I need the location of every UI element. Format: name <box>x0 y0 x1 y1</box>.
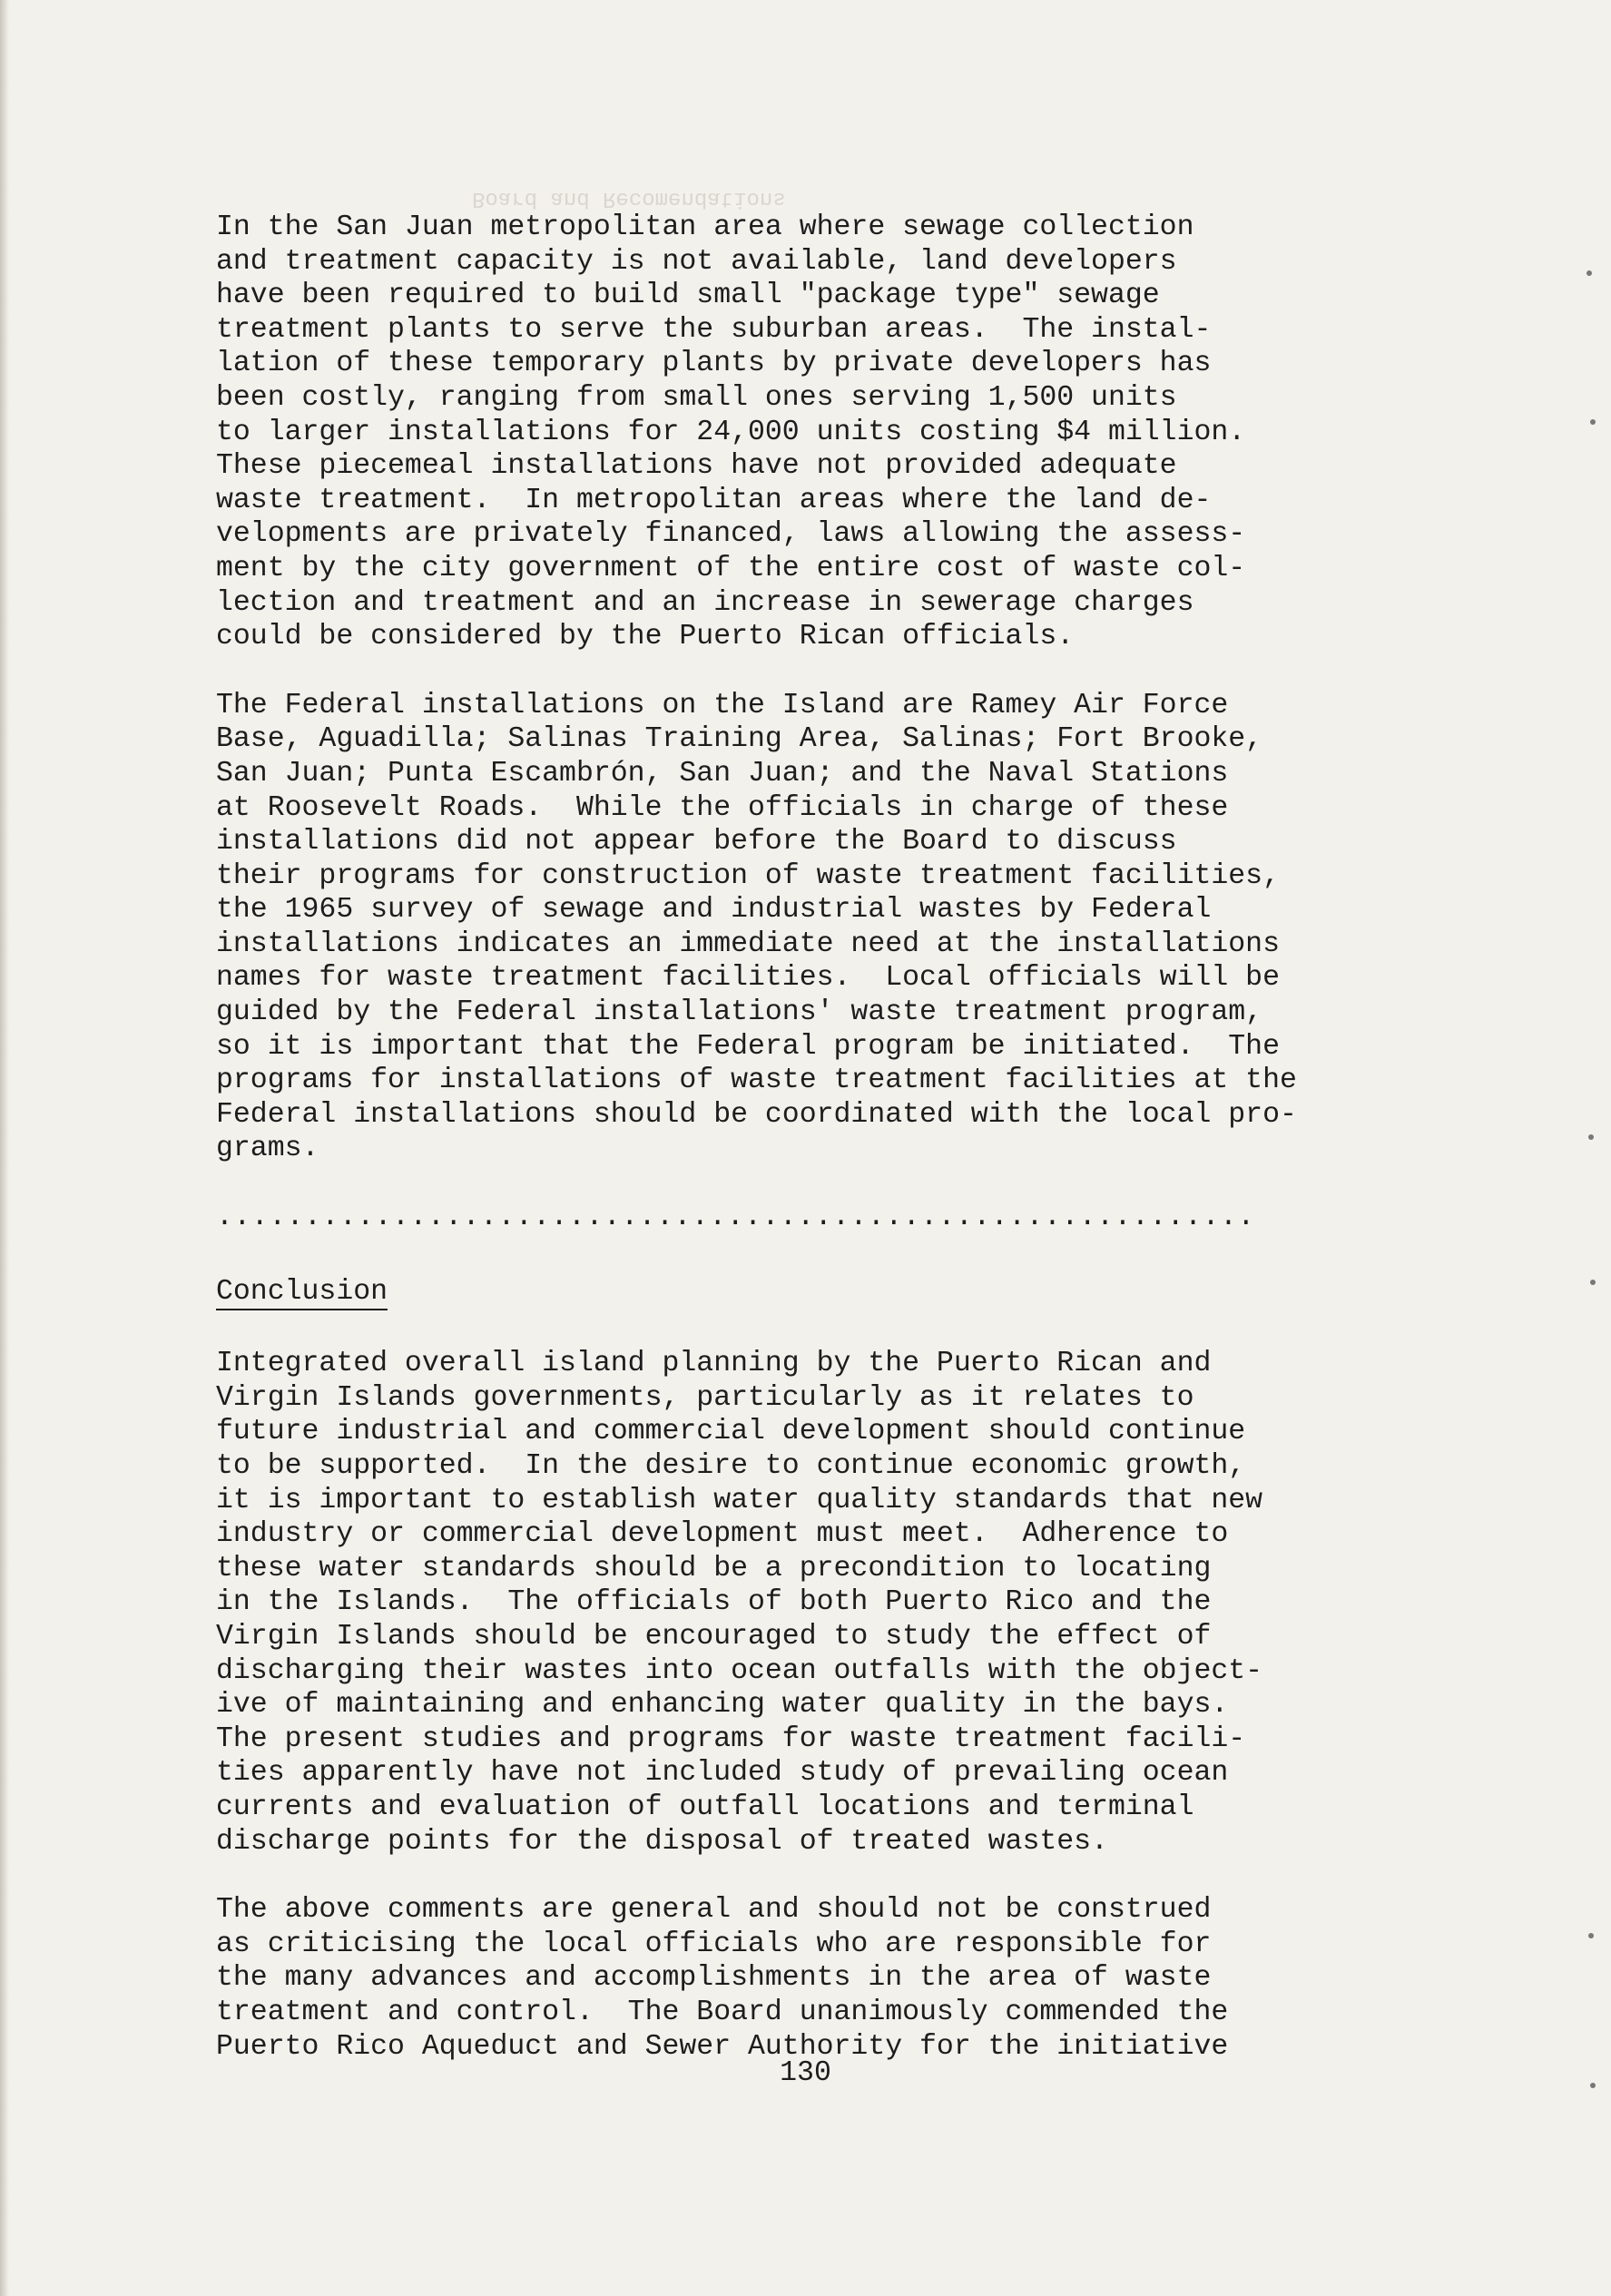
paragraph-conclusion: Integrated overall island planning by the Puerto Rican and Virgin Islands governments, particularly as it relates to future industrial and commercial development should continue to be supported. In the desire to continue economic growth, it is important to establish water quality standards that new industry or commercial development must meet. Adherence to these water standards should be a precondition to locating in the Islands. The officials of both Puerto Rico and the Virgin Islands should be encouraged to study the effect of discharging their wastes into ocean outfalls with the object- ive of maintaining and enhancing water quality in the bays. The present studies and programs for waste treatment facili- ties apparently have not included study of prevailing ocean currents and evaluation of outfall locations and terminal discharge points for the disposal of treated wastes. <box>216 1348 1263 1858</box>
scan-speck <box>1590 419 1596 425</box>
page-number: 130 <box>780 2057 831 2089</box>
dotted-divider: ........................................................... <box>216 1202 1255 1234</box>
paragraph-federal-installations: The Federal installations on the Island are Ramey Air Force Base, Aguadilla; Salinas Training Area, Salinas; Fort Brooke, San Juan; Punta Escambrón, San Juan; and the Naval Stations at Roosevelt Roads. While the officials in charge of these installations did not appear before the Board to discuss their programs for construction of waste treatment facilities, the 1965 survey of sewage and industrial wastes by Federal installations indicates an immediate need at the installations names for waste treatment facilities. Local officials will be guided by the Federal installations' waste treatment program, so it is important that the Federal program be initiated. The programs for installations of waste treatment facilities at the Federal installations should be coordinated with the local pro- grams. <box>216 689 1297 1165</box>
paragraph-sewage-san-juan: In the San Juan metropolitan area where sewage collection and treatment capacity is not available, land developers have been required to build small "package type" sewage treatment plants to serve the suburban areas. The instal- lation of these temporary plants by private developers has been costly, ranging from small ones serving 1,500 units to larger installations for 24,000 units costing $4 million. These piecemeal installations have not provided adequate waste treatment. In metropolitan areas where the land de- velopments are privately financed, laws allowing the assess- ment by the city government of the entire cost of waste col- lection and treatment and an increase in sewerage charges could be considered by the Puerto Rican officials. <box>216 211 1246 653</box>
scan-speck <box>1590 1280 1596 1285</box>
page-edge <box>0 0 9 2296</box>
scan-speck <box>1588 1134 1594 1140</box>
scan-speck <box>1588 1933 1594 1938</box>
paragraph-comments: The above comments are general and should not be construed as criticising the local officials who are responsible for the many advances and accomplishments in the area of waste treatment and control. The Board unanimously commended the Puerto Rico Aqueduct and Sewer Authority for the initiative <box>216 1894 1229 2063</box>
conclusion-heading: Conclusion <box>216 1275 388 1311</box>
scan-speck <box>1586 270 1592 276</box>
bleed-through-text: Board and Recomendations <box>472 186 786 211</box>
scan-speck <box>1590 2083 1596 2088</box>
document-body <box>216 211 1305 2098</box>
